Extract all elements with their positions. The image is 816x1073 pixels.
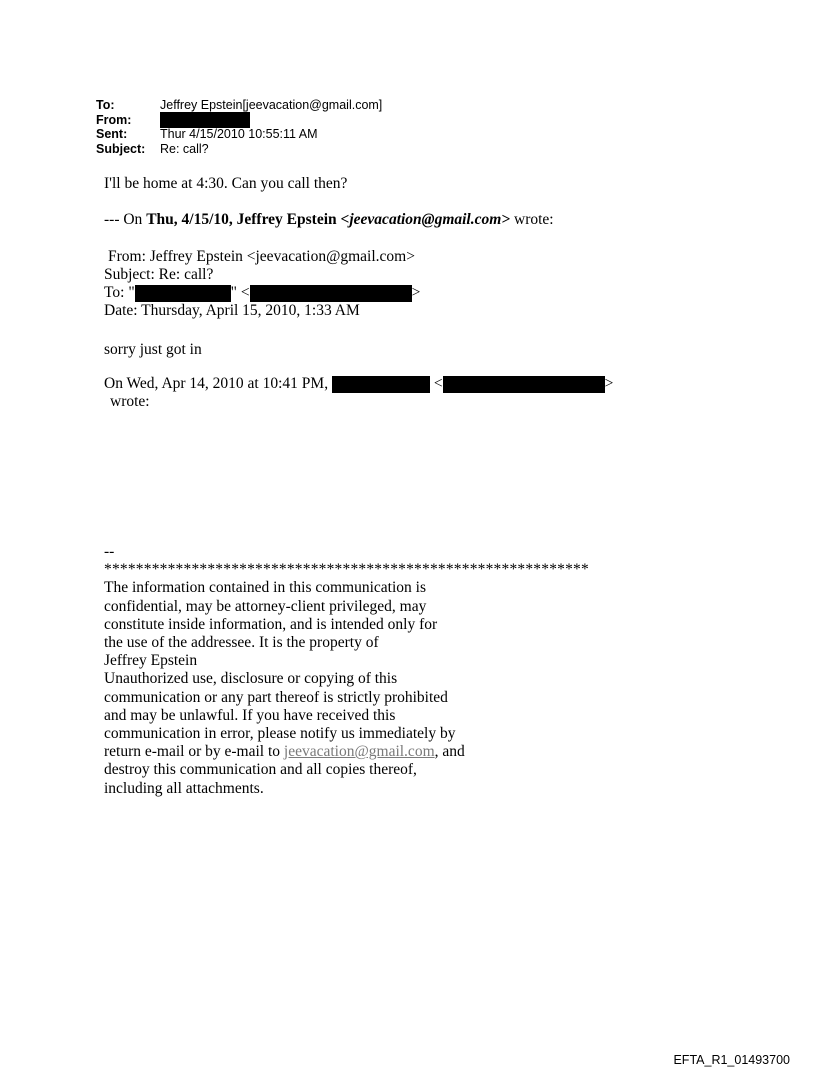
quoted-subject-line: Subject: Re: call? — [104, 266, 214, 283]
signature-lines — [104, 579, 589, 743]
quote-intro-email: <jeevacation@gmail.com> — [340, 211, 511, 228]
header-subject-row — [96, 142, 382, 157]
signature-line: and may be unlawful. If you have received this — [104, 706, 396, 724]
quoted-reply: sorry just got in — [104, 341, 202, 358]
quoted-to-prefix: To: " — [104, 284, 135, 301]
redaction-box — [332, 376, 430, 393]
signature-block — [104, 543, 589, 798]
quote-intro-prefix: --- On — [104, 211, 147, 228]
redaction-box — [443, 376, 605, 393]
signature-line: The information contained in this communication is — [104, 579, 426, 597]
return-suffix: , and — [434, 743, 465, 761]
to-value: Jeffrey Epstein[jeevacation@gmail.com] — [160, 98, 383, 113]
signature-line: including all attachments. — [104, 779, 264, 797]
signature-stars: ************************************************************* — [104, 561, 589, 579]
header-to-row — [96, 98, 382, 113]
to-label: To: — [96, 98, 115, 113]
redaction-box — [160, 112, 250, 128]
signature-line: communication or any part thereof is strictly prohibited — [104, 688, 448, 706]
from-label: From: — [96, 112, 132, 127]
quoted-header — [104, 248, 420, 320]
signature-line: the use of the addressee. It is the property of — [104, 634, 379, 652]
wed-wrote: wrote: — [110, 393, 150, 410]
quoted-date-line: Date: Thursday, April 15, 2010, 1:33 AM — [104, 302, 360, 319]
sent-label: Sent: — [96, 127, 128, 142]
redaction-box — [135, 285, 231, 302]
quote-intro-suffix: wrote: — [510, 211, 554, 228]
document-id: EFTA_R1_01493700 — [673, 1053, 790, 1067]
quoted-to-mid: " < — [230, 284, 250, 301]
wed-prefix: On Wed, Apr 14, 2010 at 10:41 PM, — [104, 375, 332, 392]
quote-intro — [104, 211, 554, 229]
signature-line: confidential, may be attorney-client privileged, may — [104, 597, 427, 615]
signature-line: Jeffrey Epstein — [104, 652, 198, 670]
header-sent-row — [96, 127, 382, 142]
redaction-box — [250, 285, 412, 302]
return-prefix: return e-mail or by e-mail to — [104, 743, 284, 761]
quote-intro-bold: Thu, 4/15/10, Jeffrey Epstein — [146, 211, 341, 228]
wed-mid: < — [429, 375, 443, 392]
subject-value: Re: call? — [160, 141, 209, 156]
signature-return-line — [104, 743, 589, 761]
header-from-row — [96, 113, 382, 128]
signature-dashes: -- — [104, 543, 115, 560]
signature-line: destroy this communication and all copies thereof, — [104, 761, 417, 779]
email-link[interactable]: jeevacation@gmail.com — [283, 743, 435, 761]
message-body: I'll be home at 4:30. Can you call then? — [104, 175, 348, 192]
quoted-wed-line — [104, 375, 613, 411]
quoted-to-end: > — [411, 284, 421, 301]
quoted-from-line: From: Jeffrey Epstein <jeevacation@gmail.com> — [108, 248, 415, 265]
signature-line: constitute inside information, and is intended only for — [104, 615, 438, 633]
subject-label: Subject: — [96, 141, 146, 156]
signature-line: Unauthorized use, disclosure or copying of this — [104, 670, 398, 688]
signature-line: communication in error, please notify us immediately by — [104, 725, 456, 743]
email-header — [96, 98, 382, 156]
sent-value: Thur 4/15/2010 10:55:11 AM — [160, 127, 318, 142]
quoted-to-line — [104, 284, 420, 302]
wed-end: > — [604, 375, 614, 392]
